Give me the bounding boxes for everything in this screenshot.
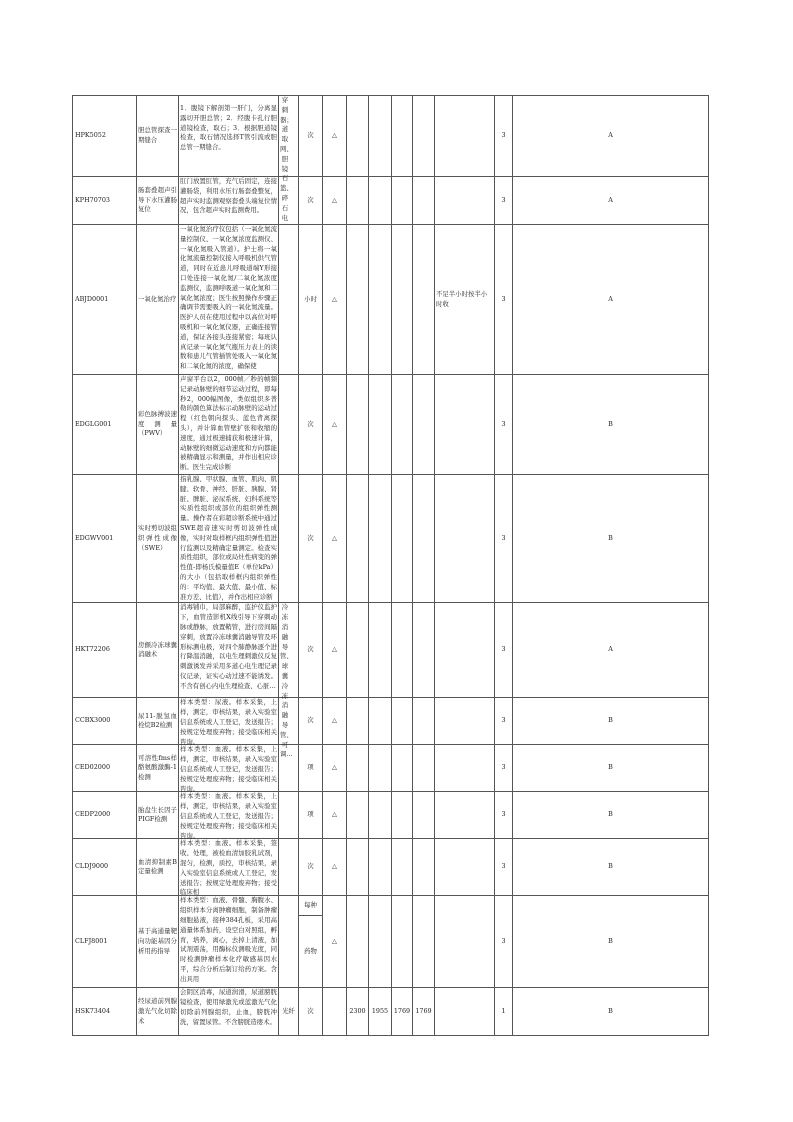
price-3 — [392, 745, 413, 792]
price-3 — [392, 96, 413, 177]
item-note: 不足半小时按半小时收 — [435, 225, 495, 375]
item-description: 样本类型：血液、骨髓、胸腹水、组织样本分离肿瘤细胞，制备肿瘤细胞悬液，接种384孔板，采用高通量体系加药，设空白对照组，孵育，培养，离心，去掉上清液，加试剂震荡，用酶标仪测吸光度，同时检测肿瘤样本化疗敏感基因水平，综合分析后制订给药方案。含出具用 — [180, 896, 277, 983]
price-4 — [413, 839, 435, 896]
fee-table — [72, 95, 709, 1036]
table-row — [73, 839, 709, 896]
item-note — [435, 177, 495, 225]
table-row — [73, 745, 709, 792]
item-exclusions — [279, 475, 299, 603]
item-mark: △ — [323, 792, 347, 839]
item-level: 3 — [495, 896, 513, 988]
price-4 — [413, 745, 435, 792]
item-name: 胆总管探查一期缝合 — [137, 96, 179, 177]
item-note — [435, 839, 495, 896]
item-level: 3 — [495, 96, 513, 177]
item-level: 3 — [495, 225, 513, 375]
price-1 — [347, 603, 369, 698]
item-mark: △ — [323, 96, 347, 177]
price-4 — [413, 475, 435, 603]
item-mark: △ — [323, 603, 347, 698]
item-unit: 次 — [299, 475, 323, 603]
item-mark: △ — [323, 745, 347, 792]
price-2 — [369, 96, 392, 177]
item-description: 指乳腺、甲状腺、血管、肌肉、肌腱、软骨、神经、肝脏、胰腺、肾脏、脾脏、泌尿系统、妇科系统等实质性组织或部位的组织弹性测量。操作者在彩超诊断系统中通过SWE超音速实时剪切波弹性成像，实时对取样框内组织弹性值进行监测以及精确定量测定。检查实质性组织，部位或局灶性病变的弹性值-即杨氏模量值E（单位kPa）的大小（包括取样框内组织弹性的：平均值、最大值、最小值、标准方差、比值），并作出相应诊断 — [180, 475, 277, 601]
item-description: 一氧化氮治疗仪包括（一氧化氮流量控制仪、一氧化氮浓度监测仪、一氧化氮吸入管道）。护士将一氧化氮流量控制仪接入呼吸机供气管道，同时在近患儿呼吸道端Y形接口处连接一氧化氮/二氧化氮浓度监测仪，监测呼吸道一氧化氮和二氧化氮浓度；医生按照操作步骤正确调节需要吸入的一氧化氮流量。医护人员在使用过程中以高位对呼吸机和一氧化氮仪器，正确连接管道，保证各接头连接紧密；每班认真记录一氧化氮气瓶压力表上的读数和患儿气管插管处吸入一氧化氮和二氧化氮的浓度，确保使 — [180, 225, 277, 371]
price-1 — [347, 698, 369, 745]
item-category: A — [513, 603, 709, 698]
item-code: HPK5052 — [73, 96, 137, 177]
price-4 — [413, 225, 435, 375]
item-mark: △ — [323, 839, 347, 896]
item-name: 肠套叠超声引导下水压灌肠复位 — [137, 177, 179, 225]
item-level: 3 — [495, 698, 513, 745]
item-name: 经尿道前列腺激光气化切除术 — [137, 988, 179, 1036]
item-category: B — [513, 375, 709, 475]
table-row — [73, 475, 709, 603]
price-4 — [413, 698, 435, 745]
item-note — [435, 698, 495, 745]
price-2 — [369, 375, 392, 475]
price-3 — [392, 839, 413, 896]
item-category: A — [513, 96, 709, 177]
price-1 — [347, 225, 369, 375]
item-code: EDGLG001 — [73, 375, 137, 475]
price-1 — [347, 745, 369, 792]
price-3 — [392, 792, 413, 839]
item-level: 3 — [495, 792, 513, 839]
price-2 — [369, 839, 392, 896]
item-description: 样本类型：尿液。样本采集，上样，测定，审核结果，录入实验室信息系统或人工登记，发送报告；按规定处理废弃物；接受临床相关咨询。 — [180, 698, 277, 746]
item-level: 1 — [495, 988, 513, 1036]
item-mark — [323, 988, 347, 1036]
price-1 — [347, 475, 369, 603]
item-exclusions — [279, 225, 299, 375]
item-mark: △ — [323, 375, 347, 475]
item-name: 房颤冷冻球囊消融术 — [137, 603, 179, 698]
item-unit: 项 — [299, 792, 323, 839]
item-level: 3 — [495, 745, 513, 792]
item-mark: △ — [323, 698, 347, 745]
item-mark: △ — [323, 225, 347, 375]
price-3: 1769 — [392, 988, 413, 1036]
price-1 — [347, 896, 369, 988]
price-1: 2300 — [347, 988, 369, 1036]
price-3 — [392, 375, 413, 475]
price-1 — [347, 839, 369, 896]
item-code: KPH70703 — [73, 177, 137, 225]
item-unit: 次 — [299, 177, 323, 225]
item-unit: 次 — [299, 96, 323, 177]
item-name: 血清抑制素B定量检测 — [137, 839, 179, 896]
price-3 — [392, 225, 413, 375]
price-4 — [413, 177, 435, 225]
price-2 — [369, 475, 392, 603]
item-code: CLDJ9000 — [73, 839, 137, 896]
table-row — [73, 698, 709, 745]
item-category: B — [513, 792, 709, 839]
item-unit: 次 — [299, 603, 323, 698]
table-row — [73, 96, 709, 177]
item-code: CLFJ8001 — [73, 896, 137, 988]
item-description: 消毒铺巾，局部麻醉，监护仪监护下，血管造影机X线引导下穿刺动脉或静脉，放置鞘管，进行房间隔穿刺，放置冷冻球囊消融导管及环形标测电极，对四个肺静脉逐个进行降温消融，以电生理刺激仪反复刺激诱发并采用多道心电生理记录仪记录，证实心动过速不能诱发。不含有创心内电生理检查、心脏… — [180, 603, 277, 690]
item-unit: 次 — [299, 988, 323, 1036]
item-description: 肛门放置肛管，充气后固定，连接灌肠袋，利用水压行肠套叠整复，超声实时监测观察套叠头端复位情况，包含超声实时监测费用。 — [180, 177, 277, 215]
price-4 — [413, 375, 435, 475]
item-code: HSK73404 — [73, 988, 137, 1036]
item-exclusions — [279, 792, 299, 839]
item-level: 3 — [495, 475, 513, 603]
table-row — [73, 988, 709, 1036]
item-note — [435, 896, 495, 988]
item-name: 彩色脉搏波速度测量（PWV） — [137, 375, 179, 475]
price-3 — [392, 603, 413, 698]
item-name: 尿11-脱氢血栓烷B2检测 — [137, 698, 179, 745]
table-row — [73, 225, 709, 375]
price-2 — [369, 698, 392, 745]
item-code: CCBX3000 — [73, 698, 137, 745]
item-note — [435, 988, 495, 1036]
item-exclusions: 穿刺器；道取网、胆镜石篮、碎石电 — [280, 96, 293, 222]
item-level: 3 — [495, 375, 513, 475]
item-category: B — [513, 475, 709, 603]
item-description: 样本类型：血液。样本采集，签收、处理，被检血清加胶乳试剂，混匀，检测，质控，审核结果，录入实验室信息系统或人工登记，发送报告；按规定处理废弃物；接受临床相 — [180, 839, 277, 897]
table-row — [73, 603, 709, 698]
item-note — [435, 96, 495, 177]
price-2 — [369, 177, 392, 225]
item-name: 胎盘生长因子PIGF检测 — [137, 792, 179, 839]
item-unit-bottom: 药物 — [304, 946, 317, 955]
price-2 — [369, 896, 392, 988]
item-name: 实时剪切波组织弹性成像（SWE） — [137, 475, 179, 603]
item-description: 声窗平台以2，000帧／秒的帧频记录动脉壁的细节运动过程，即每秒2，000幅图像，类似组织多普勒的颜色算法标示动脉壁的运动过程（红色朝向探头、蓝色背离探头），并计算血管壁扩张和收缩的速度，通过极速捕获和极速计算，动脉壁的细微运动速度和方向都能被精确显示和测量，并作出相应诊断。医生完成诊断 — [180, 375, 277, 472]
item-name: 基于高通量靶向功能基因分析用药指导 — [137, 896, 179, 988]
item-description: 会阴区消毒，尿道润滑，尿道膀胱镜检查，使用绿激光或蓝激光气化切除前列腺组织，止血，膀胱冲洗，留置尿管。不含膀胱造瘘术。 — [180, 988, 277, 1026]
price-4: 1769 — [413, 988, 435, 1036]
price-3 — [392, 896, 413, 988]
item-name: 一氧化氮治疗 — [137, 225, 179, 375]
item-category: B — [513, 698, 709, 745]
price-1 — [347, 96, 369, 177]
item-level: 3 — [495, 177, 513, 225]
item-exclusions: 冷冻消融导管、球囊冷冻消融导管、可调… — [280, 603, 293, 759]
item-description: 样本类型：血液。样本采集，上样，测定，审核结果，录入实验室信息系统或人工登记，发送报告；按规定处理废弃物；接受临床相关咨询。 — [180, 745, 277, 793]
item-unit: 次 — [299, 839, 323, 896]
item-category: B — [513, 839, 709, 896]
item-exclusions — [279, 839, 299, 896]
price-4 — [413, 603, 435, 698]
item-category: A — [513, 225, 709, 375]
price-3 — [392, 698, 413, 745]
item-unit: 项 — [299, 745, 323, 792]
price-3 — [392, 475, 413, 603]
item-mark: △ — [323, 177, 347, 225]
item-note — [435, 603, 495, 698]
price-1 — [347, 792, 369, 839]
price-4 — [413, 96, 435, 177]
price-1 — [347, 177, 369, 225]
table-row — [73, 896, 709, 988]
price-1 — [347, 375, 369, 475]
item-unit: 次 — [299, 698, 323, 745]
price-2 — [369, 745, 392, 792]
price-3 — [392, 177, 413, 225]
table-row — [73, 792, 709, 839]
item-exclusions — [279, 375, 299, 475]
item-unit-top: 每种 — [299, 896, 322, 916]
price-4 — [413, 896, 435, 988]
item-description: 1．腹镜下解剖第一肝门，分离显露切开胆总管；2．经腹卡孔行胆道镜检查，取石；3．根据胆道镜检查，取石情况选择T管引流或胆总管一期缝合。 — [180, 104, 277, 152]
item-exclusions: 光纤 — [279, 988, 299, 1036]
item-category: B — [513, 896, 709, 988]
table-row — [73, 177, 709, 225]
item-category: B — [513, 988, 709, 1036]
price-2 — [369, 225, 392, 375]
item-mark: △ — [323, 896, 347, 988]
price-4 — [413, 792, 435, 839]
item-code: CED02000 — [73, 745, 137, 792]
price-2 — [369, 792, 392, 839]
price-2: 1955 — [369, 988, 392, 1036]
item-code: EDGWV001 — [73, 475, 137, 603]
item-note — [435, 745, 495, 792]
item-name: 可溶性fms样酪氨酸激酶-1检测 — [137, 745, 179, 792]
item-description: 样本类型：血液。样本采集，上样，测定，审核结果，录入实验室信息系统或人工登记，发送报告；按规定处理废弃物；接受临床相关咨询。 — [180, 792, 277, 840]
item-unit: 小时 — [299, 225, 323, 375]
item-code: CEDP2000 — [73, 792, 137, 839]
price-2 — [369, 603, 392, 698]
item-category: A — [513, 177, 709, 225]
item-code: ABJD0001 — [73, 225, 137, 375]
item-unit — [299, 896, 323, 988]
item-exclusions — [279, 896, 299, 988]
item-level: 3 — [495, 603, 513, 698]
table-row — [73, 375, 709, 475]
item-category: B — [513, 745, 709, 792]
item-level: 3 — [495, 839, 513, 896]
item-mark: △ — [323, 475, 347, 603]
item-note — [435, 375, 495, 475]
item-code: HKT72206 — [73, 603, 137, 698]
item-unit: 次 — [299, 375, 323, 475]
item-note — [435, 792, 495, 839]
item-note — [435, 475, 495, 603]
